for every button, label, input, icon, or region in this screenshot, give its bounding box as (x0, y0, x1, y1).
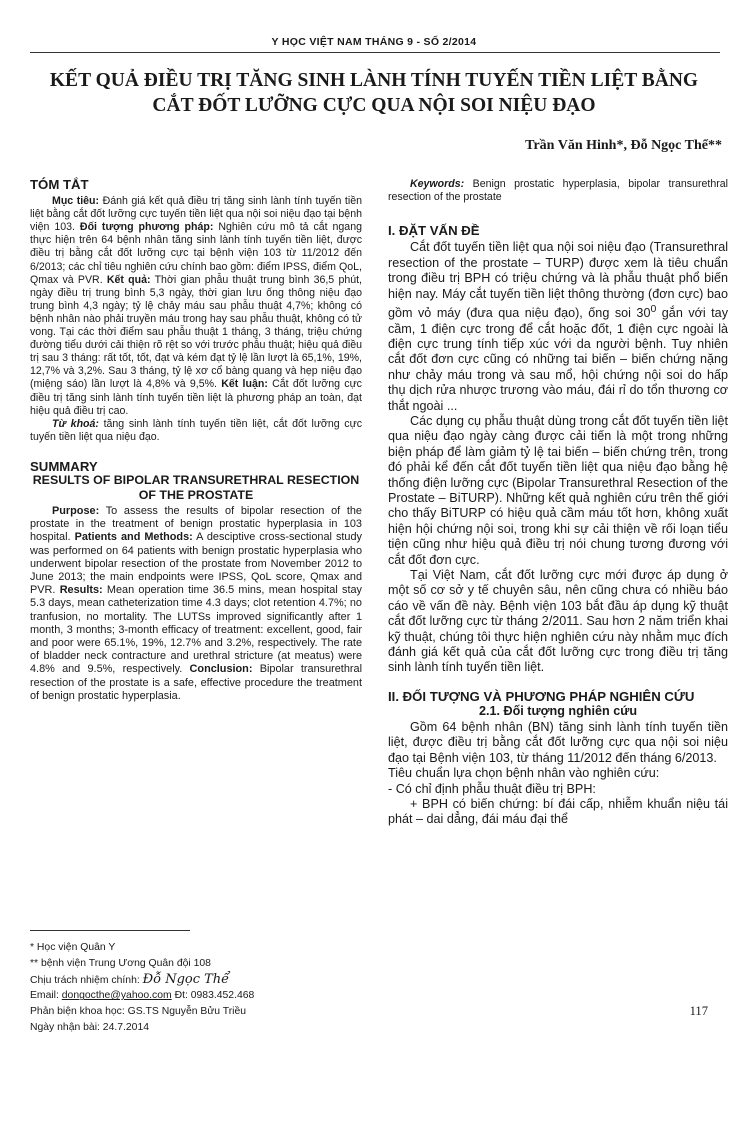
methods-heading: II. ĐỐI TƯỢNG VÀ PHƯƠNG PHÁP NGHIÊN CỨU (388, 688, 695, 704)
footnote-affiliation-1: * Học viện Quân Y (30, 942, 116, 953)
results-text: Thời gian phẫu thuật trung bình 36,5 phút, ngày điều trị trung bình 5,3 ngày, thời gian lưu ống thông niệu đạo trung bình 4,3 ngày; tỷ lệ chảy máu sau phẫu thuật 4,7%; không có bệnh nhân nào phải truyền máu trong hay sau phẫu thuật, không có tử vong. Tại các thời điểm sau phẫu thuật 1 tháng, 3 tháng, triệu chứng đường tiểu dưới cải thiện rõ rệt so với trước phẫu thuật; hiệu quả điều trị sau 3 tháng: rất tốt, tốt, đạt và kém đạt tỷ lệ lần lượt là 65,1%, 19%, 12,7% và 3,2%. Sau 3 tháng, tỷ lệ xơ cổ bàng quang và hẹp niệu đạo (miệng sáo) lần lượt là 4,8% và 9,5%. (30, 273, 363, 391)
conclusion-en-text: Bipolar transurethral resection of the prostate is a safe, effective procedure the treatment of benign prostatic hyperplasia. (30, 663, 362, 702)
patients-methods-label: Patients and Methods: (74, 531, 193, 544)
phone-text: Đt: 0983.452.468 (171, 990, 255, 1002)
footnotes (30, 940, 370, 1036)
intro-p1-cont: gắn với tay cầm, 1 điện cực trong để cắt hoặc đốt, 1 điện cực ngoài là điện cực trung tính tiếp xúc với da người bệnh. Tuy nhiên cắt đốt đơn cực cũng có những tai biến – biến chứng nặng như chảy máu trong và sau mổ, hội chứng nội soi do hấp thụ dịch rửa nhược trương vào máu, đái rỉ do tổn thương cơ thắt ngoài ... (388, 306, 728, 413)
purpose-label: Purpose: (52, 504, 100, 517)
conclusion-text: Cắt đốt lưỡng cực điều trị tăng sinh lành tính tuyến tiền liệt là phương pháp an toàn, đạt hiệu quả điều trị cao. (30, 378, 362, 417)
keywords-en-text: Benign prostatic hyperplasia, bipolar transurethral resection of the prostate (388, 178, 728, 204)
email-label: Email: (30, 990, 62, 1002)
abstract-en-body (30, 505, 362, 703)
footnote-affiliation-2: ** bệnh viện Trung Ương Quân đội 108 (30, 957, 211, 969)
results-label: Kết quả: (106, 273, 151, 286)
intro-paragraph-2: Các dụng cụ phẫu thuật dùng trong cắt đốt tuyến tiền liệt qua niệu đạo ngày càng được cải tiến là một trong những biện pháp để làm giảm tỷ lệ tai biến – biến chứng trên, trong đó phải kể đến cắt đốt tuyến tiền liệt qua niệu đạo bằng hệ thống điện lưỡng cực (Bipolar Transurethral Resection of the Prostate – BiTURP). Những kết quả nghiên cứu trên thế giới cho thấy BiTURP có hiệu quả cầm máu tốt hơn, không xuất hiện hội chứng nội soi, trong khi sự cải thiện về rối loạn tiểu tiện cũng như hiệu quả điều trị nói chung tương đương với cắt đốt đơn cực. (388, 413, 728, 567)
conclusion-label: Kết luận: (221, 378, 268, 391)
article-title: KẾT QUẢ ĐIỀU TRỊ TĂNG SINH LÀNH TÍNH TUYẾN TIỀN LIỆT BẰNG CẮT ĐỐT LƯỠNG CỰC QUA NỘI SOI NIỆU ĐẠO (49, 70, 699, 116)
abstract-vi-heading: TÓM TẮT (30, 177, 89, 192)
running-head: Y HỌC VIỆT NAM THÁNG 9 - SỐ 2/2014 (271, 36, 477, 48)
purpose-text: To assess the results of bipolar resection of the prostate in the treatment of benign prostatic hyperplasia in 103 hospital. (30, 504, 362, 544)
abstract-vi-keywords (30, 418, 362, 444)
keywords-vi-label: Từ khoá: (52, 417, 99, 430)
subjects-methods-label: Đối tượng phương pháp: (79, 221, 214, 234)
corresponding-label: Chịu trách nhiệm chính: (30, 974, 143, 986)
keywords-vi-text: tăng sinh lành tính tuyến tiền liệt, cắt đốt lưỡng cực tuyến tiền liệt qua niệu đạo. (30, 417, 362, 443)
summary-heading: SUMMARY (30, 458, 98, 474)
footnote-rule (30, 930, 190, 931)
corresponding-name: Đỗ Ngọc Thể (142, 971, 230, 987)
abstract-vi-body (30, 195, 362, 418)
subjects-methods-text: Nghiên cứu mô tả cắt ngang thực hiện trên 64 bệnh nhân tăng sinh lành tính tuyến tiền liệt, được điều trị bằng cắt đốt lưỡng cực tại bệnh viện 103 từ 11/2012 đến 6/2013; các chỉ tiêu nghiên cứu chính bao gồm: điểm IPSS, điểm QoL, Qmax và PVR. (30, 221, 362, 286)
footnote-reviewer: Phản biện khoa học: GS.TS Nguyễn Bửu Triều (30, 1006, 247, 1018)
page-number: 117 (689, 1004, 708, 1018)
methods-paragraph-2: Tiêu chuẩn lựa chọn bệnh nhân vào nghiên cứu: (388, 766, 660, 781)
email-link[interactable]: dongocthe@yahoo.com (61, 990, 172, 1002)
methods-paragraph-4: + BPH có biến chứng: bí đái cấp, nhiễm khuẩn niệu tái phát – dai dẳng, đái máu đại thể (388, 797, 728, 827)
footnote-received-date: Ngày nhận bài: 24.7.2014 (30, 1021, 150, 1033)
results-en-text: Mean operation time 36.5 mins, mean hospital stay 5.3 days, mean catheterization time 4.3 days; clot retention 4.7%; no tranfusion, no mortality. The LUTSs improved significantly after 1 month, 3 months; 3-month efficacy of treatment: excellent, good, fair and poor were 65.1%, 19%, 12.7% and 3.2%, respectively. The rate of bladder neck contracture and urethral stricture (at meatus) were 4.8% and 9.5%, respectively. (30, 584, 362, 676)
intro-paragraph-3: Tại Việt Nam, cắt đốt lưỡng cực mới được áp dụng ở một số cơ sở y tế chuyên sâu, nên cũng chưa có nhiều báo cáo về vấn đề này. Bệnh viện 103 bắt đầu áp dụng kỹ thuật cắt đốt lưỡng cực từ tháng 2/2011. Sau hơn 2 năm triển khai kỹ thuật, chúng tôi thực hiện nghiên cứu này nhằm mục đích đánh giá kết quả của cắt đốt lưỡng cực trong điều trị tăng sinh lành tính tuyến tiền liệt. (388, 568, 728, 675)
header-rule (30, 52, 720, 53)
objective-label: Mục tiêu: (52, 195, 100, 208)
methods-paragraph-3: - Có chỉ định phẫu thuật điều trị BPH: (388, 781, 596, 796)
degree-sup: 0 (650, 302, 657, 315)
footnote-corresponding (30, 972, 370, 989)
results-en-label: Results: (59, 584, 103, 597)
patients-methods-text: A desciptive cross-sectional study was performed on 64 patients with benign prostatic hyperplasia who underwent bipolar resection of the prostate from November 2012 to June 2013; the main endpoints were IPSS, QoL score, Qmax and PVR. (30, 531, 362, 597)
footnote-contact (30, 988, 370, 1004)
objective-text: Đánh giá kết quả điều trị tăng sinh lành tính tuyến tiền liệt bằng cắt đốt lưỡng cực tuyến tiền liệt qua nội soi niệu đạo tại bệnh viện 103. (30, 195, 362, 234)
summary-title: RESULTS OF BIPOLAR TRANSURETHRAL RESECTION OF THE PROSTATE (32, 472, 360, 502)
intro-paragraph-1 (388, 240, 728, 414)
conclusion-en-label: Conclusion: (189, 663, 253, 676)
right-column (388, 178, 728, 828)
methods-subheading: 2.1. Đối tượng nghiên cứu (478, 703, 638, 718)
article-authors: Trần Văn Hinh*, Đỗ Ngọc Thể** (525, 138, 722, 153)
left-column (30, 178, 362, 703)
keywords-en-label: Keywords: (410, 178, 465, 190)
abstract-en-keywords (388, 178, 728, 204)
intro-p1-text: Cắt đốt tuyến tiền liệt qua nội soi niệu đạo (Transurethral resection of the prostate – TURP) được xem là tiêu chuẩn trong điều trị BPH có triệu chứng và là phẫu thuật phổ biến hiện nay. Máy cắt tuyến tiền liệt thông thường (đơn cực) bao gồm vỏ máy (đưa qua niệu đạo), ống soi 30 (388, 240, 728, 321)
methods-paragraph-1: Gồm 64 bệnh nhân (BN) tăng sinh lành tính tuyến tiền liệt, được điều trị bằng cắt đốt lưỡng cực qua nội soi niệu đạo tại Bệnh viện 103, từ tháng 11/2012 đến tháng 6/2013. (388, 720, 728, 765)
intro-heading: I. ĐẶT VẤN ĐỀ (388, 223, 480, 239)
